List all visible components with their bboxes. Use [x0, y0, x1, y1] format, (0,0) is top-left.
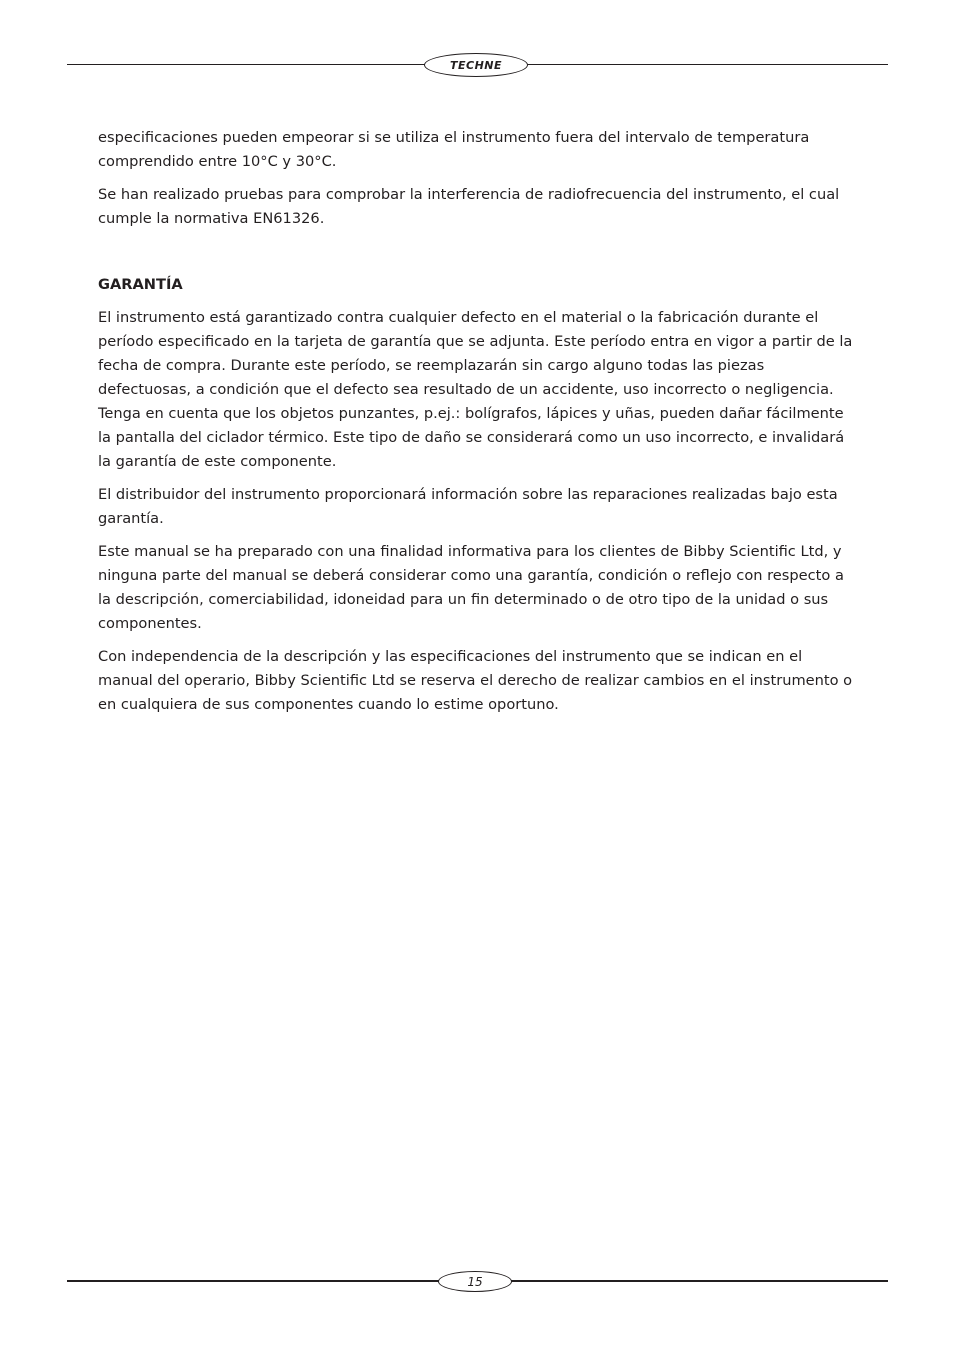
warranty-paragraph-4: Con independencia de la descripción y las especificaciones del instrumento que se indican en el manual del operario, Bibby Scientific Ltd se reserva el derecho de realizar cambios en el instrumento o en cualquiera de sus componentes cuando lo estime oportuno. — [98, 648, 853, 713]
warranty-heading: GARANTÍA — [98, 276, 183, 293]
logo-text: TECHNE — [449, 58, 503, 72]
techne-logo — [424, 53, 528, 77]
page-number: 15 — [438, 1271, 512, 1292]
page-content — [98, 126, 856, 726]
warranty-paragraph-2: El distribuidor del instrumento proporcionará información sobre las reparaciones realizadas bajo esta garantía. — [98, 486, 838, 527]
intro-paragraph-1: especificaciones pueden empeorar si se utiliza el instrumento fuera del intervalo de temperatura comprendido entre 10°C y 30°C. — [98, 129, 810, 170]
warranty-paragraph-1: El instrumento está garantizado contra cualquier defecto en el material o la fabricación durante el período especificado en la tarjeta de garantía que se adjunta. Este período entra en vigor a partir de la fecha de compra. Durante este período, se reemplazarán sin cargo alguno todas las piezas defectuosas, a condición que el defecto sea resultado de un accidente, uso incorrecto o negligencia. Tenga en cuenta que los objetos punzantes, p.ej.: bolígrafos, lápices y uñas, pueden dañar fácilmente la pantalla del ciclador térmico. Este tipo de daño se considerará como un uso incorrecto, e invalidará la garantía de este componente. — [98, 309, 853, 470]
intro-paragraph-2: Se han realizado pruebas para comprobar la interferencia de radiofrecuencia del instrumento, el cual cumple la normativa EN61326. — [98, 186, 840, 227]
warranty-paragraph-3: Este manual se ha preparado con una finalidad informativa para los clientes de Bibby Scientific Ltd, y ninguna parte del manual se deberá considerar como una garantía, condición o reflejo con respecto a la descripción, comerciabilidad, idoneidad para un fin determinado o de otro tipo de la unidad o sus componentes. — [98, 543, 844, 632]
